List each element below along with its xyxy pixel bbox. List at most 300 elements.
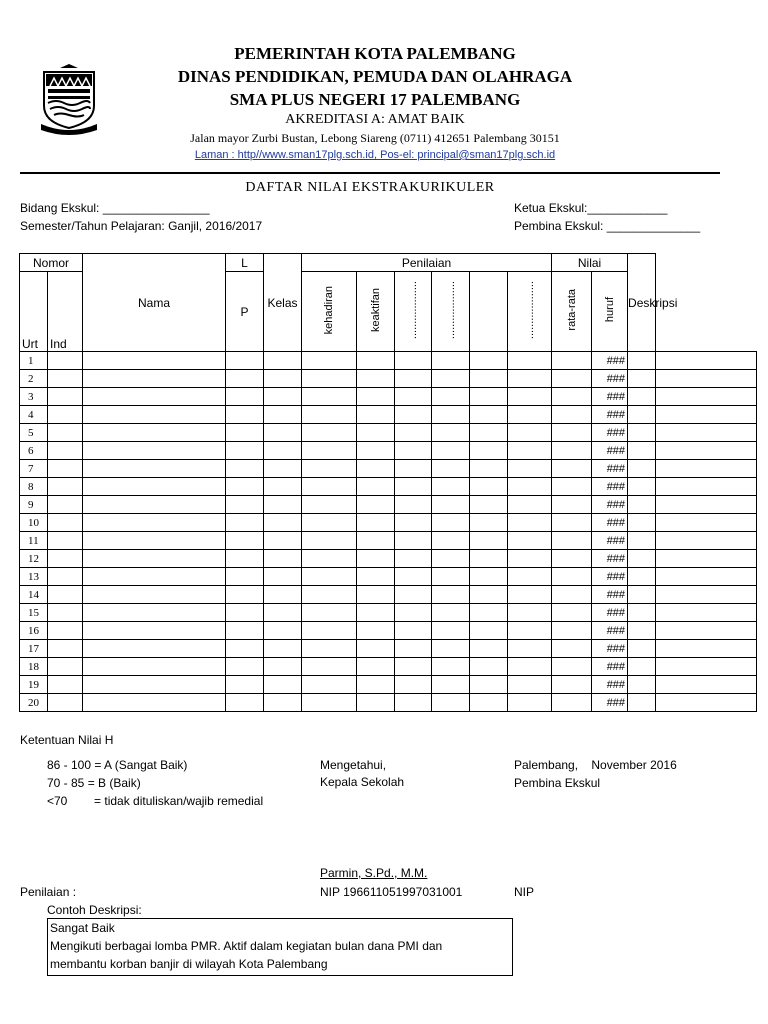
grade-cell[interactable]	[357, 550, 395, 568]
row-number[interactable]: 8	[20, 478, 48, 496]
grade-cell[interactable]	[628, 478, 656, 496]
grade-cell[interactable]	[508, 406, 552, 424]
grade-cell[interactable]	[508, 640, 552, 658]
grade-cell[interactable]	[432, 406, 470, 424]
grade-cell[interactable]	[552, 460, 592, 478]
grade-cell[interactable]	[552, 568, 592, 586]
grade-cell[interactable]	[628, 424, 656, 442]
grade-cell[interactable]	[432, 442, 470, 460]
grade-cell[interactable]	[432, 460, 470, 478]
grade-cell[interactable]	[357, 478, 395, 496]
grade-cell[interactable]	[656, 460, 757, 478]
grade-cell[interactable]	[48, 694, 83, 712]
grade-cell[interactable]	[226, 694, 264, 712]
grade-cell[interactable]	[302, 550, 357, 568]
grade-cell[interactable]	[656, 586, 757, 604]
grade-cell[interactable]	[83, 496, 226, 514]
grade-cell[interactable]	[302, 604, 357, 622]
row-number[interactable]: 2	[20, 370, 48, 388]
grade-cell[interactable]	[357, 352, 395, 370]
grade-cell[interactable]	[226, 532, 264, 550]
grade-cell[interactable]	[432, 478, 470, 496]
grade-cell[interactable]	[470, 460, 508, 478]
grade-cell[interactable]	[264, 388, 302, 406]
header-website-link[interactable]: Laman : http//www.sman17plg.sch.id, Pos-el: principal@sman17plg.sch.id	[194, 149, 556, 161]
grade-cell[interactable]	[432, 586, 470, 604]
grade-cell[interactable]	[302, 478, 357, 496]
grade-cell[interactable]	[470, 604, 508, 622]
grade-cell[interactable]	[552, 496, 592, 514]
grade-cell[interactable]	[432, 568, 470, 586]
grade-cell[interactable]	[508, 568, 552, 586]
grade-cell[interactable]	[395, 658, 432, 676]
grade-cell[interactable]	[552, 370, 592, 388]
grade-cell[interactable]	[357, 442, 395, 460]
rata-rata-cell[interactable]: ###	[592, 370, 628, 388]
grade-cell[interactable]	[470, 658, 508, 676]
grade-cell[interactable]	[48, 622, 83, 640]
grade-cell[interactable]	[302, 568, 357, 586]
grade-cell[interactable]	[83, 388, 226, 406]
grade-cell[interactable]	[83, 694, 226, 712]
grade-cell[interactable]	[628, 586, 656, 604]
grade-cell[interactable]	[470, 442, 508, 460]
rata-rata-cell[interactable]: ###	[592, 658, 628, 676]
grade-cell[interactable]	[628, 622, 656, 640]
grade-cell[interactable]	[357, 622, 395, 640]
grade-cell[interactable]	[48, 442, 83, 460]
grade-cell[interactable]	[48, 496, 83, 514]
rata-rata-cell[interactable]: ###	[592, 676, 628, 694]
row-number[interactable]: 3	[20, 388, 48, 406]
row-number[interactable]: 14	[20, 586, 48, 604]
grade-cell[interactable]	[83, 442, 226, 460]
grade-cell[interactable]	[83, 658, 226, 676]
grade-cell[interactable]	[656, 442, 757, 460]
grade-cell[interactable]	[226, 568, 264, 586]
grade-cell[interactable]	[395, 424, 432, 442]
grade-cell[interactable]	[656, 370, 757, 388]
grade-cell[interactable]	[83, 604, 226, 622]
grade-cell[interactable]	[470, 352, 508, 370]
grade-cell[interactable]	[302, 676, 357, 694]
grade-cell[interactable]	[395, 478, 432, 496]
grade-cell[interactable]	[83, 352, 226, 370]
grade-cell[interactable]	[357, 406, 395, 424]
grade-cell[interactable]	[264, 406, 302, 424]
grade-cell[interactable]	[357, 388, 395, 406]
grade-cell[interactable]	[656, 604, 757, 622]
grade-cell[interactable]	[432, 640, 470, 658]
grade-cell[interactable]	[628, 568, 656, 586]
grade-cell[interactable]	[552, 406, 592, 424]
grade-cell[interactable]	[302, 388, 357, 406]
grade-cell[interactable]	[395, 586, 432, 604]
grade-cell[interactable]	[552, 676, 592, 694]
grade-cell[interactable]	[508, 532, 552, 550]
grade-cell[interactable]	[357, 568, 395, 586]
rata-rata-cell[interactable]: ###	[592, 640, 628, 658]
row-number[interactable]: 6	[20, 442, 48, 460]
row-number[interactable]: 17	[20, 640, 48, 658]
grade-cell[interactable]	[656, 640, 757, 658]
grade-cell[interactable]	[628, 370, 656, 388]
grade-cell[interactable]	[395, 514, 432, 532]
row-number[interactable]: 16	[20, 622, 48, 640]
grade-cell[interactable]	[395, 460, 432, 478]
grade-cell[interactable]	[508, 424, 552, 442]
rata-rata-cell[interactable]: ###	[592, 568, 628, 586]
rata-rata-cell[interactable]: ###	[592, 406, 628, 424]
rata-rata-cell[interactable]: ###	[592, 496, 628, 514]
grade-cell[interactable]	[302, 658, 357, 676]
grade-cell[interactable]	[83, 622, 226, 640]
grade-cell[interactable]	[302, 640, 357, 658]
grade-cell[interactable]	[552, 586, 592, 604]
grade-cell[interactable]	[83, 550, 226, 568]
grade-cell[interactable]	[628, 442, 656, 460]
grade-cell[interactable]	[357, 694, 395, 712]
grade-cell[interactable]	[264, 514, 302, 532]
row-number[interactable]: 4	[20, 406, 48, 424]
grade-cell[interactable]	[264, 460, 302, 478]
grade-cell[interactable]	[432, 532, 470, 550]
grade-cell[interactable]	[470, 568, 508, 586]
grade-cell[interactable]	[656, 514, 757, 532]
grade-cell[interactable]	[508, 460, 552, 478]
grade-cell[interactable]	[357, 586, 395, 604]
grade-cell[interactable]	[264, 550, 302, 568]
grade-cell[interactable]	[628, 550, 656, 568]
grade-cell[interactable]	[656, 568, 757, 586]
grade-cell[interactable]	[628, 676, 656, 694]
grade-cell[interactable]	[470, 532, 508, 550]
grade-cell[interactable]	[226, 622, 264, 640]
grade-cell[interactable]	[264, 352, 302, 370]
grade-cell[interactable]	[48, 532, 83, 550]
row-number[interactable]: 1	[20, 352, 48, 370]
grade-cell[interactable]	[508, 370, 552, 388]
grade-cell[interactable]	[83, 586, 226, 604]
grade-cell[interactable]	[395, 370, 432, 388]
grade-cell[interactable]	[432, 352, 470, 370]
grade-cell[interactable]	[302, 370, 357, 388]
grade-cell[interactable]	[302, 442, 357, 460]
grade-cell[interactable]	[656, 622, 757, 640]
grade-cell[interactable]	[432, 550, 470, 568]
grade-cell[interactable]	[357, 640, 395, 658]
grade-cell[interactable]	[508, 478, 552, 496]
grade-cell[interactable]	[552, 532, 592, 550]
grade-cell[interactable]	[470, 514, 508, 532]
grade-cell[interactable]	[628, 514, 656, 532]
grade-cell[interactable]	[628, 496, 656, 514]
rata-rata-cell[interactable]: ###	[592, 586, 628, 604]
grade-cell[interactable]	[264, 676, 302, 694]
grade-cell[interactable]	[432, 370, 470, 388]
grade-cell[interactable]	[395, 550, 432, 568]
grade-cell[interactable]	[264, 496, 302, 514]
grade-cell[interactable]	[226, 640, 264, 658]
grade-cell[interactable]	[656, 406, 757, 424]
grade-cell[interactable]	[470, 388, 508, 406]
grade-cell[interactable]	[508, 694, 552, 712]
grade-cell[interactable]	[656, 352, 757, 370]
grade-cell[interactable]	[552, 478, 592, 496]
grade-cell[interactable]	[395, 388, 432, 406]
grade-cell[interactable]	[83, 640, 226, 658]
grade-cell[interactable]	[552, 622, 592, 640]
grade-cell[interactable]	[48, 640, 83, 658]
grade-cell[interactable]	[48, 604, 83, 622]
grade-cell[interactable]	[357, 532, 395, 550]
grade-cell[interactable]	[48, 478, 83, 496]
grade-cell[interactable]	[48, 370, 83, 388]
grade-cell[interactable]	[656, 532, 757, 550]
grade-cell[interactable]	[264, 586, 302, 604]
grade-cell[interactable]	[470, 676, 508, 694]
grade-cell[interactable]	[395, 568, 432, 586]
grade-cell[interactable]	[226, 550, 264, 568]
grade-cell[interactable]	[470, 550, 508, 568]
grade-cell[interactable]	[552, 658, 592, 676]
grade-cell[interactable]	[357, 604, 395, 622]
grade-cell[interactable]	[226, 658, 264, 676]
grade-cell[interactable]	[656, 550, 757, 568]
grade-cell[interactable]	[264, 424, 302, 442]
row-number[interactable]: 19	[20, 676, 48, 694]
grade-cell[interactable]	[432, 604, 470, 622]
grade-cell[interactable]	[508, 514, 552, 532]
grade-cell[interactable]	[48, 676, 83, 694]
grade-cell[interactable]	[264, 568, 302, 586]
rata-rata-cell[interactable]: ###	[592, 424, 628, 442]
grade-cell[interactable]	[48, 568, 83, 586]
grade-cell[interactable]	[302, 586, 357, 604]
grade-cell[interactable]	[226, 406, 264, 424]
grade-cell[interactable]	[264, 532, 302, 550]
grade-cell[interactable]	[628, 532, 656, 550]
grade-cell[interactable]	[48, 658, 83, 676]
grade-cell[interactable]	[508, 352, 552, 370]
grade-cell[interactable]	[628, 640, 656, 658]
grade-cell[interactable]	[628, 352, 656, 370]
grade-cell[interactable]	[48, 352, 83, 370]
row-number[interactable]: 5	[20, 424, 48, 442]
grade-cell[interactable]	[470, 694, 508, 712]
grade-cell[interactable]	[656, 658, 757, 676]
grade-cell[interactable]	[395, 406, 432, 424]
grade-cell[interactable]	[357, 658, 395, 676]
grade-cell[interactable]	[656, 496, 757, 514]
grade-cell[interactable]	[264, 622, 302, 640]
grade-cell[interactable]	[48, 406, 83, 424]
grade-cell[interactable]	[508, 622, 552, 640]
grade-cell[interactable]	[357, 460, 395, 478]
grade-cell[interactable]	[552, 604, 592, 622]
grade-cell[interactable]	[48, 460, 83, 478]
grade-cell[interactable]	[226, 442, 264, 460]
grade-cell[interactable]	[395, 694, 432, 712]
grade-cell[interactable]	[83, 478, 226, 496]
grade-cell[interactable]	[552, 388, 592, 406]
row-number[interactable]: 10	[20, 514, 48, 532]
rata-rata-cell[interactable]: ###	[592, 550, 628, 568]
grade-cell[interactable]	[552, 352, 592, 370]
row-number[interactable]: 13	[20, 568, 48, 586]
grade-cell[interactable]	[226, 478, 264, 496]
rata-rata-cell[interactable]: ###	[592, 514, 628, 532]
grade-cell[interactable]	[264, 478, 302, 496]
grade-cell[interactable]	[552, 424, 592, 442]
grade-cell[interactable]	[552, 694, 592, 712]
grade-cell[interactable]	[628, 694, 656, 712]
grade-cell[interactable]	[628, 460, 656, 478]
grade-cell[interactable]	[226, 352, 264, 370]
grade-cell[interactable]	[83, 460, 226, 478]
grade-cell[interactable]	[395, 442, 432, 460]
grade-cell[interactable]	[470, 586, 508, 604]
grade-cell[interactable]	[432, 514, 470, 532]
grade-cell[interactable]	[395, 496, 432, 514]
grade-cell[interactable]	[357, 514, 395, 532]
grade-cell[interactable]	[432, 424, 470, 442]
rata-rata-cell[interactable]: ###	[592, 460, 628, 478]
grade-cell[interactable]	[226, 388, 264, 406]
grade-cell[interactable]	[470, 640, 508, 658]
grade-cell[interactable]	[656, 478, 757, 496]
grade-cell[interactable]	[83, 676, 226, 694]
grade-cell[interactable]	[264, 658, 302, 676]
grade-cell[interactable]	[83, 424, 226, 442]
grade-cell[interactable]	[552, 640, 592, 658]
grade-cell[interactable]	[628, 406, 656, 424]
grade-cell[interactable]	[302, 496, 357, 514]
grade-cell[interactable]	[357, 496, 395, 514]
row-number[interactable]: 15	[20, 604, 48, 622]
grade-cell[interactable]	[470, 424, 508, 442]
grade-cell[interactable]	[357, 424, 395, 442]
grade-cell[interactable]	[264, 442, 302, 460]
grade-cell[interactable]	[302, 460, 357, 478]
grade-cell[interactable]	[48, 424, 83, 442]
grade-cell[interactable]	[395, 640, 432, 658]
grade-cell[interactable]	[48, 388, 83, 406]
rata-rata-cell[interactable]: ###	[592, 478, 628, 496]
grade-cell[interactable]	[656, 388, 757, 406]
grade-cell[interactable]	[302, 424, 357, 442]
grade-cell[interactable]	[628, 604, 656, 622]
grade-cell[interactable]	[470, 478, 508, 496]
grade-cell[interactable]	[226, 604, 264, 622]
grade-cell[interactable]	[302, 622, 357, 640]
grade-cell[interactable]	[432, 388, 470, 406]
grade-cell[interactable]	[508, 496, 552, 514]
row-number[interactable]: 7	[20, 460, 48, 478]
grade-cell[interactable]	[470, 406, 508, 424]
grade-cell[interactable]	[432, 658, 470, 676]
grade-cell[interactable]	[357, 370, 395, 388]
grade-cell[interactable]	[508, 388, 552, 406]
grade-cell[interactable]	[83, 532, 226, 550]
grade-cell[interactable]	[395, 352, 432, 370]
grade-cell[interactable]	[302, 532, 357, 550]
grade-cell[interactable]	[628, 388, 656, 406]
grade-cell[interactable]	[470, 622, 508, 640]
grade-cell[interactable]	[48, 586, 83, 604]
grade-cell[interactable]	[656, 424, 757, 442]
row-number[interactable]: 11	[20, 532, 48, 550]
grade-cell[interactable]	[395, 604, 432, 622]
grade-cell[interactable]	[432, 622, 470, 640]
grade-cell[interactable]	[226, 676, 264, 694]
rata-rata-cell[interactable]: ###	[592, 352, 628, 370]
grade-cell[interactable]	[552, 550, 592, 568]
row-number[interactable]: 18	[20, 658, 48, 676]
rata-rata-cell[interactable]: ###	[592, 532, 628, 550]
grade-cell[interactable]	[264, 370, 302, 388]
grade-cell[interactable]	[83, 406, 226, 424]
grade-cell[interactable]	[226, 514, 264, 532]
grade-cell[interactable]	[508, 658, 552, 676]
grade-cell[interactable]	[302, 352, 357, 370]
grade-cell[interactable]	[395, 676, 432, 694]
grade-cell[interactable]	[302, 514, 357, 532]
grade-cell[interactable]	[302, 694, 357, 712]
grade-cell[interactable]	[357, 676, 395, 694]
grade-cell[interactable]	[226, 586, 264, 604]
grade-cell[interactable]	[508, 550, 552, 568]
grade-cell[interactable]	[264, 694, 302, 712]
grade-cell[interactable]	[470, 370, 508, 388]
grade-cell[interactable]	[226, 424, 264, 442]
grade-cell[interactable]	[508, 442, 552, 460]
grade-cell[interactable]	[552, 514, 592, 532]
grade-cell[interactable]	[656, 694, 757, 712]
grade-cell[interactable]	[48, 514, 83, 532]
grade-cell[interactable]	[48, 550, 83, 568]
grade-cell[interactable]	[508, 604, 552, 622]
grade-cell[interactable]	[264, 640, 302, 658]
grade-cell[interactable]	[83, 568, 226, 586]
grade-cell[interactable]	[395, 622, 432, 640]
grade-cell[interactable]	[226, 370, 264, 388]
row-number[interactable]: 20	[20, 694, 48, 712]
rata-rata-cell[interactable]: ###	[592, 442, 628, 460]
grade-cell[interactable]	[432, 676, 470, 694]
grade-cell[interactable]	[552, 442, 592, 460]
grade-cell[interactable]	[83, 514, 226, 532]
rata-rata-cell[interactable]: ###	[592, 694, 628, 712]
rata-rata-cell[interactable]: ###	[592, 388, 628, 406]
row-number[interactable]: 9	[20, 496, 48, 514]
grade-cell[interactable]	[628, 658, 656, 676]
grade-cell[interactable]	[508, 586, 552, 604]
grade-cell[interactable]	[226, 496, 264, 514]
grade-cell[interactable]	[432, 496, 470, 514]
grade-cell[interactable]	[395, 532, 432, 550]
grade-cell[interactable]	[226, 460, 264, 478]
grade-cell[interactable]	[470, 496, 508, 514]
rata-rata-cell[interactable]: ###	[592, 622, 628, 640]
grade-cell[interactable]	[264, 604, 302, 622]
grade-cell[interactable]	[432, 694, 470, 712]
rata-rata-cell[interactable]: ###	[592, 604, 628, 622]
grade-cell[interactable]	[83, 370, 226, 388]
grade-cell[interactable]	[302, 406, 357, 424]
row-number[interactable]: 12	[20, 550, 48, 568]
grade-cell[interactable]	[508, 676, 552, 694]
